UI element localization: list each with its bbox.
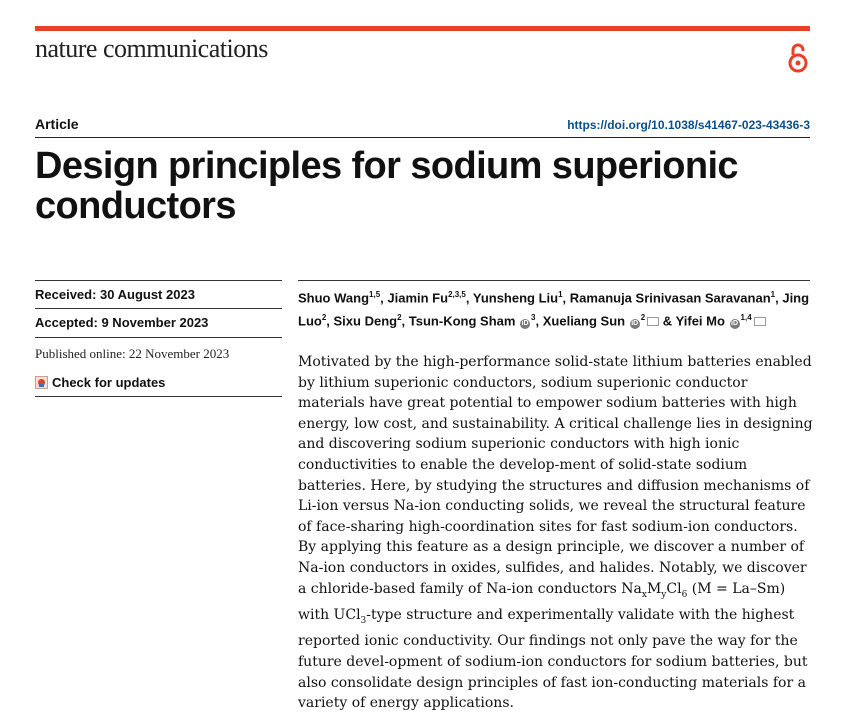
author-affiliation: 1,4 <box>740 313 752 323</box>
email-icon[interactable] <box>754 317 766 326</box>
author-affiliation: 2,3,5 <box>448 290 466 299</box>
author-name: Tsun-Kong Sham <box>408 313 516 329</box>
author-affiliation: 2 <box>397 313 402 323</box>
author-name: Shuo Wang <box>298 290 370 306</box>
orcid-icon[interactable]: iD <box>521 319 529 327</box>
author-name: Yifei Mo <box>675 313 725 329</box>
author-name: Sixu Deng <box>333 313 398 329</box>
author-affiliation: 1 <box>558 290 563 299</box>
meta-divider-bottom <box>35 396 282 397</box>
author-name: Jiamin Fu <box>387 290 449 306</box>
author-affiliation: 2 <box>321 313 327 323</box>
author-affiliation: 1,5 <box>369 290 381 299</box>
abstract: Motivated by the high-performance solid-state lithium batteries enabled by lithium superionic conductors, sodium superionic conductor materials have great potential to empower sodium batteries with high energy, low cost, and sustainability. A critical challenge lies in designing and discovering sodium superionic conductors with high ionic conductivities to enable the develop-ment of solid-state sodium batteries. Here, by studying the structures and diffusion mechanisms of Li-ion versus Na-ion conducting solids, we reveal the structural feature of face-sharing high-coordination sites for fast sodium-ion conductors. By applying this feature as a design principle, we discover a number of Na-ion conductors in oxides, sulfides, and halides. Notably, we discover a chloride-based family of Na-ion conductors $Na_xM_yCl_6$ (M = La–Sm) with UCl$_3$-type structure and experimentally validate with the highest reported ionic conductivity. Our findings not only pave the way for the future devel-opment of sodium-ion conductors for sodium batteries, but also consolidate design principles of fast ion-conducting materials for a variety of energy applications. <box>298 354 813 712</box>
journal-accent-bar <box>35 26 810 31</box>
received-date: Received: 30 August 2023 <box>35 287 195 302</box>
author-name: Yunsheng Liu <box>472 290 559 306</box>
article-title: Design principles for sodium superionic conductors <box>35 145 738 227</box>
author-name: Jing Luo <box>298 290 810 329</box>
author-affiliation: 3 <box>531 313 536 323</box>
doi-link[interactable]: https://doi.org/10.1038/s41467-023-43436-3 <box>567 118 810 132</box>
authors-divider <box>298 280 810 281</box>
authors-and: & <box>662 313 673 329</box>
author-affiliation: 1 <box>770 290 776 299</box>
check-updates-icon <box>35 376 48 389</box>
journal-name: nature communications <box>35 34 268 63</box>
accepted-date: Accepted: 9 November 2023 <box>35 315 209 330</box>
header-divider <box>35 137 810 138</box>
orcid-icon[interactable]: iD <box>731 319 739 327</box>
author-name: Xueliang Sun <box>542 313 626 329</box>
meta-divider-top <box>35 280 282 281</box>
author-list: Shuo Wang$^{1,5}$, Jiamin Fu$^{2,3,5}$, Yunsheng Liu$^1$, Ramanuja Srinivasan Saravanan$^1$, Jing Luo$^2$, Sixu Deng$^2$, Tsun-Kong Sham $iD^3$, Xueliang Sun $iD^2$ & Yifei Mo iD$^{1,4}$ <box>298 290 810 329</box>
article-type: Article <box>35 116 79 132</box>
email-icon[interactable] <box>647 317 659 326</box>
check-updates-label: Check for updates <box>52 375 166 390</box>
author-affiliation: 2 <box>640 313 646 323</box>
check-for-updates-link[interactable] <box>35 375 165 390</box>
meta-divider <box>35 308 282 309</box>
orcid-icon[interactable]: iD <box>631 319 639 327</box>
author-name: Ramanuja Srinivasan Saravanan <box>569 290 771 306</box>
published-date: Published online: 22 November 2023 <box>35 346 230 361</box>
meta-divider <box>35 337 282 338</box>
open-access-icon <box>786 42 810 74</box>
